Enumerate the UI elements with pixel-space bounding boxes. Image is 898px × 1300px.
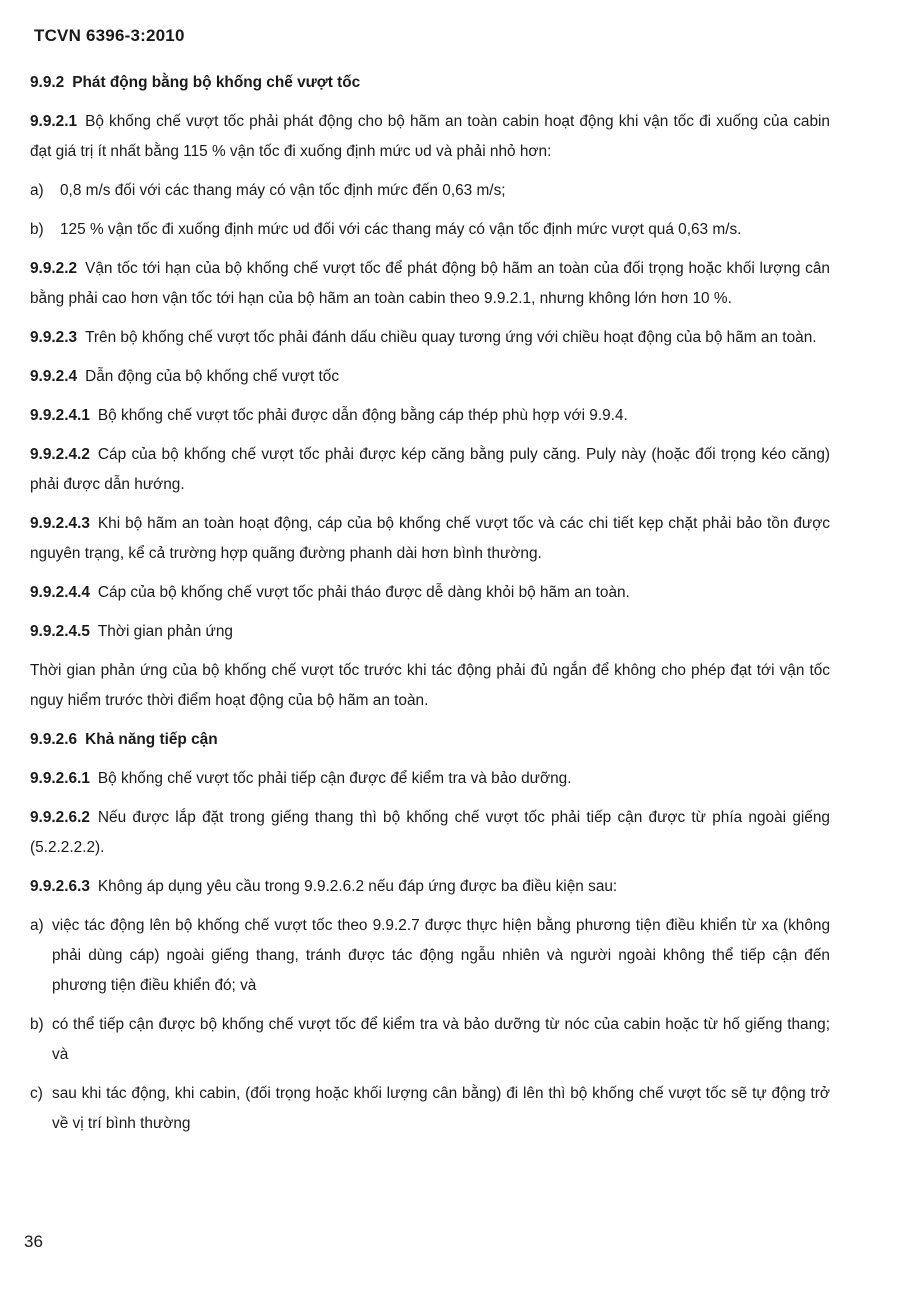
clause-9-9-2-4-1 <box>30 401 830 431</box>
section-9-9-2-6 <box>30 725 830 755</box>
clause-text: Nếu được lắp đặt trong giếng thang thì bộ khống chế vượt tốc phải tiếp cận được từ phía ngoài giếng (5.2.2.2.2). <box>30 809 830 856</box>
list-text: 125 % vận tốc đi xuống định mức υd đối với các thang máy có vận tốc định mức vượt quá 0,63 m/s. <box>60 221 742 238</box>
condition-item-c <box>30 1079 830 1139</box>
clause-number: 9.9.2.4.3 <box>30 515 90 532</box>
list-marker: a) <box>30 182 44 199</box>
list-text: việc tác động lên bộ khống chế vượt tốc theo 9.9.2.7 được thực hiện bằng phương tiện điều khiển từ xa (không phải dùng cáp) ngoài giếng thang, tránh được tác động ngẫu nhiên và người ngoài không thể tiếp cận đến phương tiện điều khiển đó; và <box>52 917 830 994</box>
clause-number: 9.9.2.2 <box>30 260 78 277</box>
standard-code-header: TCVN 6396-3:2010 <box>34 26 185 45</box>
section-title: Phát động bằng bộ khống chế vượt tốc <box>72 74 361 91</box>
list-text: sau khi tác động, khi cabin, (đối trọng hoặc khối lượng cân bằng) đi lên thì bộ khống chế vượt tốc sẽ tự động trở về vị trí bình thường <box>52 1085 830 1132</box>
clause-text: Khi bộ hãm an toàn hoạt động, cáp của bộ khống chế vượt tốc và các chi tiết kẹp chặt phải bảo tồn được nguyên trạng, kể cả trường hợp quãng đường phanh dài hơn bình thường. <box>30 515 830 562</box>
clause-9-9-2-6-3 <box>30 872 830 902</box>
clause-9-9-2-4 <box>30 362 830 392</box>
clause-9-9-2-4-2 <box>30 440 830 500</box>
clause-text: Vận tốc tới hạn của bộ khống chế vượt tốc để phát động bộ hãm an toàn của đối trọng hoặc khối lượng cân bằng phải cao hơn vận tốc tới hạn của bộ hãm an toàn cabin theo 9.9.2.1, nhưng không lớn hơn 10 %. <box>30 260 830 307</box>
list-marker: b) <box>30 221 44 238</box>
clause-9-9-2-6-1 <box>30 764 830 794</box>
list-marker: c) <box>30 1085 43 1102</box>
list-item-a <box>30 176 830 206</box>
clause-9-9-2-3 <box>30 323 830 353</box>
list-text: có thể tiếp cận được bộ khống chế vượt tốc để kiểm tra và bảo dưỡng từ nóc của cabin hoặc từ hố giếng thang; và <box>52 1016 830 1063</box>
clause-number: 9.9.2.6.1 <box>30 770 90 787</box>
clause-9-9-2-1 <box>30 107 830 167</box>
clause-9-9-2-6-2 <box>30 803 830 863</box>
condition-item-b <box>30 1010 830 1070</box>
clause-text: Bộ khống chế vượt tốc phải tiếp cận được để kiểm tra và bảo dưỡng. <box>97 770 572 787</box>
clause-9-9-2-4-3 <box>30 509 830 569</box>
clause-text: Thời gian phản ứng <box>97 623 233 640</box>
list-marker: b) <box>30 1016 44 1033</box>
clause-text: Cáp của bộ khống chế vượt tốc phải được kép căng bằng puly căng. Puly này (hoặc đối trọng kéo căng) phải được dẫn hướng. <box>30 446 830 493</box>
clause-9-9-2-4-5 <box>30 617 830 647</box>
clause-number: 9.9.2.6.3 <box>30 878 90 895</box>
clause-number: 9.9.2.1 <box>30 113 78 130</box>
page-number: 36 <box>24 1232 43 1251</box>
section-title: Khả năng tiếp cận <box>85 731 218 748</box>
section-9-9-2 <box>30 68 830 98</box>
section-number: 9.9.2 <box>30 74 65 91</box>
clause-9-9-2-4-4 <box>30 578 830 608</box>
document-body <box>30 68 830 1148</box>
clause-text: Bộ khống chế vượt tốc phải được dẫn động bằng cáp thép phù hợp với 9.9.4. <box>97 407 628 424</box>
clause-9-9-2-2 <box>30 254 830 314</box>
clause-number: 9.9.2.3 <box>30 329 78 346</box>
clause-number: 9.9.2.4.1 <box>30 407 90 424</box>
clause-text: Cáp của bộ khống chế vượt tốc phải tháo được dễ dàng khỏi bộ hãm an toàn. <box>97 584 630 601</box>
list-text: 0,8 m/s đối với các thang máy có vận tốc định mức đến 0,63 m/s; <box>60 182 506 199</box>
clause-text: Không áp dụng yêu cầu trong 9.9.2.6.2 nếu đáp ứng được ba điều kiện sau: <box>97 878 618 895</box>
clause-number: 9.9.2.4.5 <box>30 623 90 640</box>
clause-text: Dẫn động của bộ khống chế vượt tốc <box>85 368 340 385</box>
clause-number: 9.9.2.4.2 <box>30 446 90 463</box>
list-item-b <box>30 215 830 245</box>
clause-text: Trên bộ khống chế vượt tốc phải đánh dấu chiều quay tương ứng với chiều hoạt động của bộ hãm an toàn. <box>85 329 817 346</box>
section-number: 9.9.2.6 <box>30 731 78 748</box>
clause-text: Bộ khống chế vượt tốc phải phát động cho bộ hãm an toàn cabin hoạt động khi vận tốc đi xuống của cabin đạt giá trị ít nhất bằng 115 % vận tốc đi xuống định mức υd và phải nhỏ hơn: <box>30 113 830 160</box>
clause-number: 9.9.2.4.4 <box>30 584 90 601</box>
clause-number: 9.9.2.6.2 <box>30 809 90 826</box>
list-marker: a) <box>30 917 44 934</box>
clause-number: 9.9.2.4 <box>30 368 78 385</box>
clause-9-9-2-4-5-body: Thời gian phản ứng của bộ khống chế vượt tốc trước khi tác động phải đủ ngắn để không cho phép đạt tới vận tốc nguy hiểm trước thời điểm hoạt động của bộ hãm an toàn. <box>30 662 830 709</box>
condition-item-a <box>30 911 830 1001</box>
